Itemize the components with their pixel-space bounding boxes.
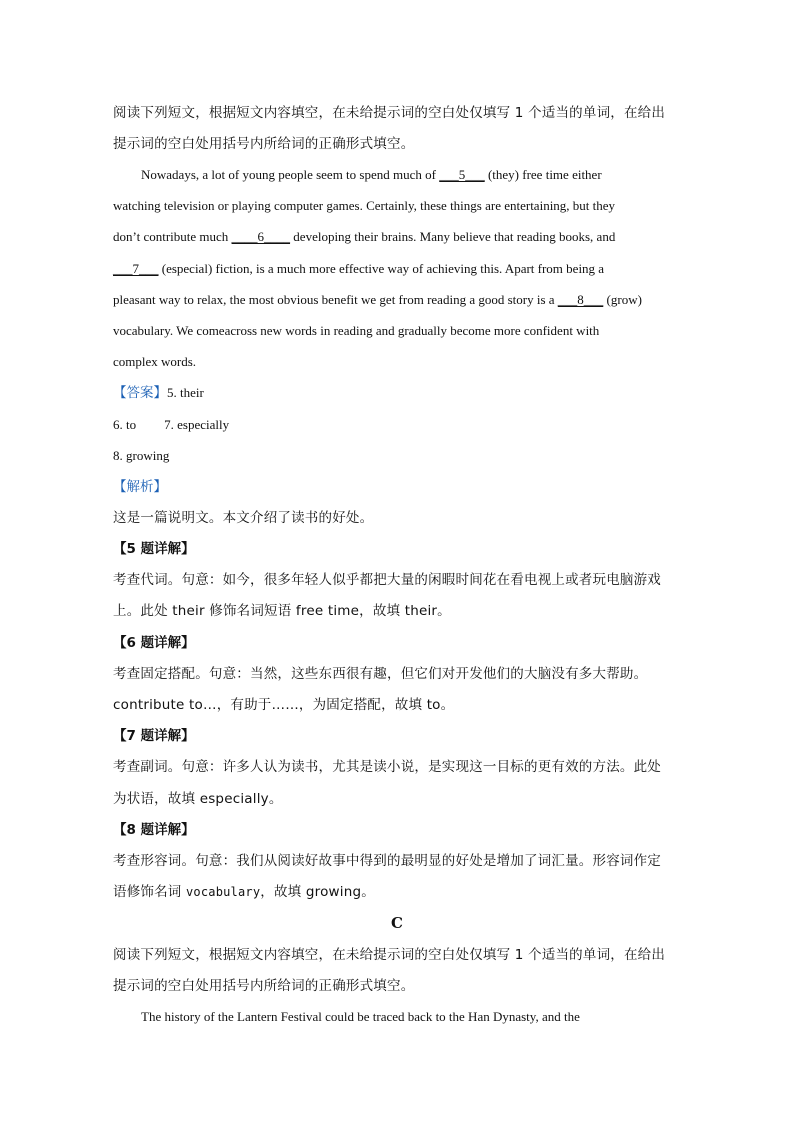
- answer-label: 【答案】: [113, 385, 167, 401]
- passage-line-1: [141, 166, 602, 184]
- answer-line-2: [113, 416, 229, 434]
- passage-line-4: [113, 260, 604, 278]
- q7-line-2: 为状语，故填 especially。: [113, 791, 283, 807]
- analysis-summary: 这是一篇说明文。本文介绍了读书的好处。: [113, 510, 374, 526]
- passage-line-2: watching television or playing computer games. Certainly, these things are entertaining, but they: [113, 198, 616, 213]
- q8-text: 语修饰名词: [113, 884, 186, 900]
- q5-title: 【5 题详解】: [113, 541, 195, 557]
- passage-text: Nowadays, a lot of young people seem to spend much of: [141, 167, 440, 182]
- instruction-line-1: 阅读下列短文，根据短文内容填空，在未给提示词的空白处仅填写 1 个适当的单词，在给出: [113, 105, 666, 121]
- q6-line-2: contribute to…，有助于……，为固定搭配，故填 to。: [113, 697, 455, 713]
- passage-text: (they) free time either: [484, 167, 602, 182]
- answer-line-1: [113, 384, 204, 403]
- section-c-heading: C: [391, 914, 403, 932]
- blank-8: ___8___: [557, 292, 604, 307]
- q5-line-1: 考查代词。句意：如今，很多年轻人似乎都把大量的闲暇时间花在看电视上或者玩电脑游戏: [113, 572, 661, 588]
- passage-line-5: [113, 291, 642, 309]
- section-c-passage-line-1: The history of the Lantern Festival could be traced back to the Han Dynasty, and the: [141, 1009, 580, 1024]
- passage-text: (especial) fiction, is a much more effective way of achieving this. Apart from being a: [158, 261, 605, 276]
- blank-5: ___5___: [439, 167, 485, 182]
- blank-6: ____6____: [231, 229, 291, 244]
- q6-line-1: 考查固定搭配。句意：当然，这些东西很有趣，但它们对开发他们的大脑没有多大帮助。: [113, 666, 648, 682]
- passage-line-7: complex words.: [113, 354, 197, 369]
- instruction-line-2: 提示词的空白处用括号内所给词的正确形式填空。: [113, 136, 415, 152]
- passage-text: (grow): [603, 292, 642, 307]
- q8-word: vocabulary: [186, 885, 261, 899]
- passage-text: don’t contribute much: [113, 229, 232, 244]
- passage-text: developing their brains. Many believe that reading books, and: [290, 229, 616, 244]
- analysis-label: 【解析】: [113, 479, 167, 495]
- section-c-instruction-1: 阅读下列短文，根据短文内容填空，在未给提示词的空白处仅填写 1 个适当的单词，在给出: [113, 947, 666, 963]
- passage-line-6: vocabulary. We comeacross new words in reading and gradually become more confident with: [113, 323, 600, 338]
- q5-line-2: 上。此处 their 修饰名词短语 free time，故填 their。: [113, 603, 451, 619]
- answer-6: 6. to: [113, 417, 137, 432]
- section-c-instruction-2: 提示词的空白处用括号内所给词的正确形式填空。: [113, 978, 415, 994]
- answer-8: 8. growing: [113, 448, 170, 463]
- q7-title: 【7 题详解】: [113, 728, 195, 744]
- q8-text: ，故填 growing。: [260, 884, 375, 900]
- answer-7: 7. especially: [164, 417, 230, 432]
- q8-title: 【8 题详解】: [113, 822, 195, 838]
- blank-7: ___7___: [113, 261, 159, 276]
- passage-line-3: [113, 228, 615, 246]
- q7-line-1: 考查副词。句意：许多人认为读书，尤其是读小说，是实现这一目标的更有效的方法。此处: [113, 759, 661, 775]
- answer-5: 5. their: [167, 385, 204, 400]
- q8-line-1: 考查形容词。句意：我们从阅读好故事中得到的最明显的好处是增加了词汇量。形容词作定: [113, 853, 661, 869]
- q6-title: 【6 题详解】: [113, 635, 195, 651]
- q8-line-2: [113, 883, 375, 901]
- passage-text: pleasant way to relax, the most obvious benefit we get from reading a good story is a: [113, 292, 558, 307]
